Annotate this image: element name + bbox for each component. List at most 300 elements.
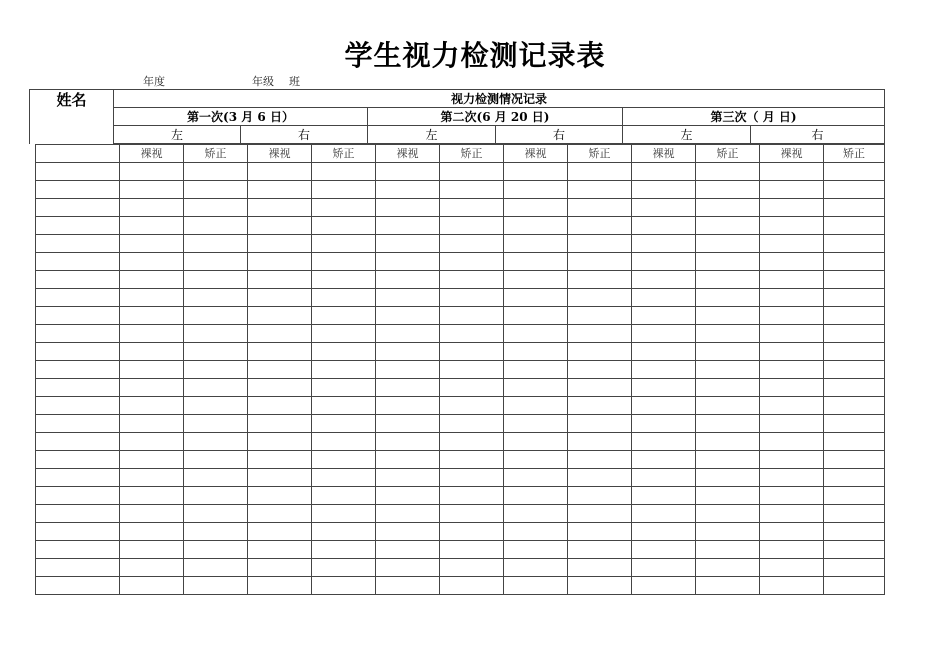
- student-name-cell[interactable]: [36, 433, 120, 451]
- vision-value-cell[interactable]: [184, 253, 248, 271]
- vision-value-cell[interactable]: [120, 397, 184, 415]
- vision-value-cell[interactable]: [504, 541, 568, 559]
- vision-value-cell[interactable]: [696, 559, 760, 577]
- vision-value-cell[interactable]: [632, 199, 696, 217]
- vision-value-cell[interactable]: [440, 217, 504, 235]
- vision-value-cell[interactable]: [824, 343, 885, 361]
- vision-value-cell[interactable]: [440, 271, 504, 289]
- vision-value-cell[interactable]: [248, 559, 312, 577]
- vision-value-cell[interactable]: [632, 559, 696, 577]
- vision-value-cell[interactable]: [120, 577, 184, 595]
- student-name-cell[interactable]: [36, 199, 120, 217]
- vision-value-cell[interactable]: [312, 163, 376, 181]
- vision-value-cell[interactable]: [696, 199, 760, 217]
- vision-value-cell[interactable]: [824, 181, 885, 199]
- vision-value-cell[interactable]: [824, 361, 885, 379]
- vision-value-cell[interactable]: [632, 217, 696, 235]
- vision-value-cell[interactable]: [824, 415, 885, 433]
- vision-value-cell[interactable]: [568, 523, 632, 541]
- student-name-cell[interactable]: [36, 559, 120, 577]
- vision-value-cell[interactable]: [696, 397, 760, 415]
- vision-value-cell[interactable]: [632, 235, 696, 253]
- vision-value-cell[interactable]: [376, 271, 440, 289]
- vision-value-cell[interactable]: [696, 289, 760, 307]
- vision-value-cell[interactable]: [440, 433, 504, 451]
- vision-value-cell[interactable]: [184, 199, 248, 217]
- vision-value-cell[interactable]: [824, 577, 885, 595]
- vision-value-cell[interactable]: [696, 163, 760, 181]
- vision-value-cell[interactable]: [760, 451, 824, 469]
- vision-value-cell[interactable]: [504, 271, 568, 289]
- vision-value-cell[interactable]: [824, 559, 885, 577]
- vision-value-cell[interactable]: [120, 217, 184, 235]
- vision-value-cell[interactable]: [760, 577, 824, 595]
- vision-value-cell[interactable]: [120, 325, 184, 343]
- vision-value-cell[interactable]: [824, 235, 885, 253]
- vision-value-cell[interactable]: [824, 523, 885, 541]
- student-name-cell[interactable]: [36, 379, 120, 397]
- vision-value-cell[interactable]: [632, 343, 696, 361]
- vision-value-cell[interactable]: [120, 415, 184, 433]
- vision-value-cell[interactable]: [440, 523, 504, 541]
- vision-value-cell[interactable]: [184, 487, 248, 505]
- vision-value-cell[interactable]: [312, 361, 376, 379]
- vision-value-cell[interactable]: [568, 235, 632, 253]
- vision-value-cell[interactable]: [824, 199, 885, 217]
- vision-value-cell[interactable]: [696, 343, 760, 361]
- vision-value-cell[interactable]: [568, 325, 632, 343]
- vision-value-cell[interactable]: [760, 559, 824, 577]
- vision-value-cell[interactable]: [376, 379, 440, 397]
- vision-value-cell[interactable]: [440, 469, 504, 487]
- vision-value-cell[interactable]: [696, 415, 760, 433]
- vision-value-cell[interactable]: [440, 379, 504, 397]
- vision-value-cell[interactable]: [248, 469, 312, 487]
- vision-value-cell[interactable]: [632, 271, 696, 289]
- vision-value-cell[interactable]: [760, 361, 824, 379]
- vision-value-cell[interactable]: [568, 199, 632, 217]
- vision-value-cell[interactable]: [440, 253, 504, 271]
- student-name-cell[interactable]: [36, 415, 120, 433]
- vision-value-cell[interactable]: [760, 163, 824, 181]
- vision-value-cell[interactable]: [760, 379, 824, 397]
- vision-value-cell[interactable]: [504, 397, 568, 415]
- vision-value-cell[interactable]: [504, 505, 568, 523]
- vision-value-cell[interactable]: [504, 451, 568, 469]
- student-name-cell[interactable]: [36, 361, 120, 379]
- student-name-cell[interactable]: [36, 325, 120, 343]
- vision-value-cell[interactable]: [760, 469, 824, 487]
- vision-value-cell[interactable]: [440, 325, 504, 343]
- vision-value-cell[interactable]: [760, 433, 824, 451]
- vision-value-cell[interactable]: [184, 289, 248, 307]
- vision-value-cell[interactable]: [248, 433, 312, 451]
- vision-value-cell[interactable]: [184, 307, 248, 325]
- vision-value-cell[interactable]: [632, 577, 696, 595]
- vision-value-cell[interactable]: [376, 433, 440, 451]
- vision-value-cell[interactable]: [440, 163, 504, 181]
- vision-value-cell[interactable]: [824, 325, 885, 343]
- vision-value-cell[interactable]: [824, 271, 885, 289]
- vision-value-cell[interactable]: [312, 271, 376, 289]
- vision-value-cell[interactable]: [248, 181, 312, 199]
- vision-value-cell[interactable]: [632, 541, 696, 559]
- vision-value-cell[interactable]: [568, 577, 632, 595]
- vision-value-cell[interactable]: [824, 433, 885, 451]
- vision-value-cell[interactable]: [440, 397, 504, 415]
- vision-value-cell[interactable]: [376, 577, 440, 595]
- vision-value-cell[interactable]: [568, 415, 632, 433]
- vision-value-cell[interactable]: [824, 379, 885, 397]
- vision-value-cell[interactable]: [376, 235, 440, 253]
- vision-value-cell[interactable]: [696, 181, 760, 199]
- vision-value-cell[interactable]: [632, 325, 696, 343]
- vision-value-cell[interactable]: [760, 235, 824, 253]
- vision-value-cell[interactable]: [376, 307, 440, 325]
- vision-value-cell[interactable]: [440, 199, 504, 217]
- vision-value-cell[interactable]: [312, 559, 376, 577]
- vision-value-cell[interactable]: [120, 361, 184, 379]
- vision-value-cell[interactable]: [312, 199, 376, 217]
- vision-value-cell[interactable]: [376, 343, 440, 361]
- vision-value-cell[interactable]: [696, 361, 760, 379]
- vision-value-cell[interactable]: [568, 451, 632, 469]
- vision-value-cell[interactable]: [184, 505, 248, 523]
- vision-value-cell[interactable]: [504, 217, 568, 235]
- vision-value-cell[interactable]: [440, 541, 504, 559]
- vision-value-cell[interactable]: [760, 541, 824, 559]
- vision-value-cell[interactable]: [312, 451, 376, 469]
- student-name-cell[interactable]: [36, 181, 120, 199]
- vision-value-cell[interactable]: [504, 361, 568, 379]
- vision-value-cell[interactable]: [120, 307, 184, 325]
- vision-value-cell[interactable]: [248, 289, 312, 307]
- student-name-cell[interactable]: [36, 289, 120, 307]
- vision-value-cell[interactable]: [824, 307, 885, 325]
- vision-value-cell[interactable]: [248, 307, 312, 325]
- vision-value-cell[interactable]: [504, 523, 568, 541]
- vision-value-cell[interactable]: [312, 217, 376, 235]
- vision-value-cell[interactable]: [824, 253, 885, 271]
- vision-value-cell[interactable]: [184, 397, 248, 415]
- vision-value-cell[interactable]: [376, 469, 440, 487]
- vision-value-cell[interactable]: [568, 379, 632, 397]
- vision-value-cell[interactable]: [440, 289, 504, 307]
- vision-value-cell[interactable]: [312, 469, 376, 487]
- vision-value-cell[interactable]: [248, 577, 312, 595]
- vision-value-cell[interactable]: [568, 397, 632, 415]
- vision-value-cell[interactable]: [376, 217, 440, 235]
- vision-value-cell[interactable]: [184, 433, 248, 451]
- vision-value-cell[interactable]: [440, 235, 504, 253]
- vision-value-cell[interactable]: [120, 253, 184, 271]
- vision-value-cell[interactable]: [568, 181, 632, 199]
- vision-value-cell[interactable]: [312, 505, 376, 523]
- student-name-cell[interactable]: [36, 451, 120, 469]
- student-name-cell[interactable]: [36, 271, 120, 289]
- vision-value-cell[interactable]: [504, 163, 568, 181]
- student-name-cell[interactable]: [36, 505, 120, 523]
- vision-value-cell[interactable]: [376, 541, 440, 559]
- vision-value-cell[interactable]: [312, 541, 376, 559]
- student-name-cell[interactable]: [36, 523, 120, 541]
- student-name-cell[interactable]: [36, 577, 120, 595]
- vision-value-cell[interactable]: [120, 199, 184, 217]
- vision-value-cell[interactable]: [120, 235, 184, 253]
- vision-value-cell[interactable]: [504, 577, 568, 595]
- vision-value-cell[interactable]: [696, 235, 760, 253]
- vision-value-cell[interactable]: [632, 505, 696, 523]
- vision-value-cell[interactable]: [120, 163, 184, 181]
- vision-value-cell[interactable]: [184, 541, 248, 559]
- vision-value-cell[interactable]: [312, 415, 376, 433]
- vision-value-cell[interactable]: [376, 163, 440, 181]
- vision-value-cell[interactable]: [248, 271, 312, 289]
- vision-value-cell[interactable]: [312, 397, 376, 415]
- vision-value-cell[interactable]: [120, 505, 184, 523]
- vision-value-cell[interactable]: [760, 415, 824, 433]
- vision-value-cell[interactable]: [376, 451, 440, 469]
- vision-value-cell[interactable]: [760, 487, 824, 505]
- vision-value-cell[interactable]: [504, 199, 568, 217]
- vision-value-cell[interactable]: [184, 325, 248, 343]
- vision-value-cell[interactable]: [632, 415, 696, 433]
- vision-value-cell[interactable]: [184, 577, 248, 595]
- vision-value-cell[interactable]: [568, 361, 632, 379]
- vision-value-cell[interactable]: [504, 343, 568, 361]
- vision-value-cell[interactable]: [824, 289, 885, 307]
- vision-value-cell[interactable]: [376, 415, 440, 433]
- vision-value-cell[interactable]: [376, 199, 440, 217]
- vision-value-cell[interactable]: [120, 523, 184, 541]
- vision-value-cell[interactable]: [184, 271, 248, 289]
- vision-value-cell[interactable]: [120, 343, 184, 361]
- vision-value-cell[interactable]: [440, 181, 504, 199]
- vision-value-cell[interactable]: [824, 505, 885, 523]
- student-name-cell[interactable]: [36, 469, 120, 487]
- vision-value-cell[interactable]: [824, 163, 885, 181]
- vision-value-cell[interactable]: [248, 487, 312, 505]
- vision-value-cell[interactable]: [696, 325, 760, 343]
- vision-value-cell[interactable]: [312, 325, 376, 343]
- vision-value-cell[interactable]: [312, 253, 376, 271]
- vision-value-cell[interactable]: [632, 433, 696, 451]
- vision-value-cell[interactable]: [568, 559, 632, 577]
- vision-value-cell[interactable]: [632, 181, 696, 199]
- vision-value-cell[interactable]: [248, 541, 312, 559]
- vision-value-cell[interactable]: [632, 487, 696, 505]
- student-name-cell[interactable]: [36, 253, 120, 271]
- vision-value-cell[interactable]: [504, 235, 568, 253]
- vision-value-cell[interactable]: [504, 325, 568, 343]
- vision-value-cell[interactable]: [568, 289, 632, 307]
- vision-value-cell[interactable]: [248, 505, 312, 523]
- vision-value-cell[interactable]: [632, 379, 696, 397]
- vision-value-cell[interactable]: [376, 505, 440, 523]
- vision-value-cell[interactable]: [568, 433, 632, 451]
- vision-value-cell[interactable]: [632, 253, 696, 271]
- vision-value-cell[interactable]: [632, 469, 696, 487]
- vision-value-cell[interactable]: [824, 487, 885, 505]
- vision-value-cell[interactable]: [504, 307, 568, 325]
- vision-value-cell[interactable]: [632, 361, 696, 379]
- vision-value-cell[interactable]: [696, 271, 760, 289]
- student-name-cell[interactable]: [36, 343, 120, 361]
- vision-value-cell[interactable]: [120, 559, 184, 577]
- vision-value-cell[interactable]: [248, 397, 312, 415]
- vision-value-cell[interactable]: [824, 469, 885, 487]
- vision-value-cell[interactable]: [376, 289, 440, 307]
- vision-value-cell[interactable]: [248, 163, 312, 181]
- vision-value-cell[interactable]: [248, 325, 312, 343]
- vision-value-cell[interactable]: [248, 253, 312, 271]
- vision-value-cell[interactable]: [248, 217, 312, 235]
- vision-value-cell[interactable]: [568, 505, 632, 523]
- vision-value-cell[interactable]: [120, 451, 184, 469]
- vision-value-cell[interactable]: [120, 271, 184, 289]
- vision-value-cell[interactable]: [504, 253, 568, 271]
- vision-value-cell[interactable]: [312, 523, 376, 541]
- vision-value-cell[interactable]: [760, 253, 824, 271]
- vision-value-cell[interactable]: [120, 541, 184, 559]
- vision-value-cell[interactable]: [632, 523, 696, 541]
- vision-value-cell[interactable]: [376, 361, 440, 379]
- vision-value-cell[interactable]: [504, 469, 568, 487]
- vision-value-cell[interactable]: [440, 415, 504, 433]
- vision-value-cell[interactable]: [248, 523, 312, 541]
- vision-value-cell[interactable]: [760, 343, 824, 361]
- vision-value-cell[interactable]: [696, 487, 760, 505]
- vision-value-cell[interactable]: [824, 217, 885, 235]
- vision-value-cell[interactable]: [760, 199, 824, 217]
- vision-value-cell[interactable]: [760, 307, 824, 325]
- vision-value-cell[interactable]: [312, 181, 376, 199]
- vision-value-cell[interactable]: [632, 289, 696, 307]
- vision-value-cell[interactable]: [760, 271, 824, 289]
- vision-value-cell[interactable]: [248, 451, 312, 469]
- vision-value-cell[interactable]: [760, 325, 824, 343]
- vision-value-cell[interactable]: [504, 289, 568, 307]
- vision-value-cell[interactable]: [120, 487, 184, 505]
- vision-value-cell[interactable]: [824, 451, 885, 469]
- vision-value-cell[interactable]: [568, 469, 632, 487]
- vision-value-cell[interactable]: [696, 505, 760, 523]
- vision-value-cell[interactable]: [184, 559, 248, 577]
- vision-value-cell[interactable]: [120, 379, 184, 397]
- vision-value-cell[interactable]: [504, 487, 568, 505]
- vision-value-cell[interactable]: [312, 487, 376, 505]
- vision-value-cell[interactable]: [568, 343, 632, 361]
- vision-value-cell[interactable]: [696, 253, 760, 271]
- vision-value-cell[interactable]: [760, 505, 824, 523]
- vision-value-cell[interactable]: [760, 289, 824, 307]
- vision-value-cell[interactable]: [696, 307, 760, 325]
- vision-value-cell[interactable]: [312, 307, 376, 325]
- vision-value-cell[interactable]: [696, 217, 760, 235]
- student-name-cell[interactable]: [36, 307, 120, 325]
- vision-value-cell[interactable]: [120, 181, 184, 199]
- vision-value-cell[interactable]: [184, 379, 248, 397]
- vision-value-cell[interactable]: [440, 487, 504, 505]
- vision-value-cell[interactable]: [696, 469, 760, 487]
- vision-value-cell[interactable]: [184, 523, 248, 541]
- vision-value-cell[interactable]: [568, 487, 632, 505]
- vision-value-cell[interactable]: [440, 343, 504, 361]
- vision-value-cell[interactable]: [376, 325, 440, 343]
- vision-value-cell[interactable]: [824, 541, 885, 559]
- vision-value-cell[interactable]: [376, 253, 440, 271]
- vision-value-cell[interactable]: [376, 487, 440, 505]
- vision-value-cell[interactable]: [632, 397, 696, 415]
- vision-value-cell[interactable]: [120, 433, 184, 451]
- vision-value-cell[interactable]: [696, 523, 760, 541]
- vision-value-cell[interactable]: [248, 343, 312, 361]
- vision-value-cell[interactable]: [696, 577, 760, 595]
- vision-value-cell[interactable]: [504, 181, 568, 199]
- vision-value-cell[interactable]: [184, 217, 248, 235]
- vision-value-cell[interactable]: [184, 415, 248, 433]
- vision-value-cell[interactable]: [568, 307, 632, 325]
- vision-value-cell[interactable]: [760, 523, 824, 541]
- vision-value-cell[interactable]: [824, 397, 885, 415]
- vision-value-cell[interactable]: [440, 451, 504, 469]
- vision-value-cell[interactable]: [184, 343, 248, 361]
- vision-value-cell[interactable]: [184, 451, 248, 469]
- vision-value-cell[interactable]: [120, 289, 184, 307]
- vision-value-cell[interactable]: [312, 235, 376, 253]
- vision-value-cell[interactable]: [376, 523, 440, 541]
- vision-value-cell[interactable]: [248, 415, 312, 433]
- vision-value-cell[interactable]: [440, 505, 504, 523]
- vision-value-cell[interactable]: [568, 541, 632, 559]
- vision-value-cell[interactable]: [504, 379, 568, 397]
- vision-value-cell[interactable]: [696, 379, 760, 397]
- vision-value-cell[interactable]: [568, 163, 632, 181]
- vision-value-cell[interactable]: [312, 289, 376, 307]
- vision-value-cell[interactable]: [696, 451, 760, 469]
- vision-value-cell[interactable]: [184, 163, 248, 181]
- vision-value-cell[interactable]: [312, 379, 376, 397]
- vision-value-cell[interactable]: [376, 181, 440, 199]
- student-name-cell[interactable]: [36, 217, 120, 235]
- vision-value-cell[interactable]: [440, 577, 504, 595]
- vision-value-cell[interactable]: [248, 361, 312, 379]
- vision-value-cell[interactable]: [248, 199, 312, 217]
- vision-value-cell[interactable]: [312, 343, 376, 361]
- student-name-cell[interactable]: [36, 397, 120, 415]
- vision-value-cell[interactable]: [760, 217, 824, 235]
- vision-value-cell[interactable]: [440, 361, 504, 379]
- vision-value-cell[interactable]: [184, 361, 248, 379]
- vision-value-cell[interactable]: [568, 253, 632, 271]
- vision-value-cell[interactable]: [632, 163, 696, 181]
- vision-value-cell[interactable]: [760, 397, 824, 415]
- vision-value-cell[interactable]: [312, 433, 376, 451]
- student-name-cell[interactable]: [36, 163, 120, 181]
- vision-value-cell[interactable]: [248, 235, 312, 253]
- vision-value-cell[interactable]: [568, 217, 632, 235]
- vision-value-cell[interactable]: [184, 181, 248, 199]
- student-name-cell[interactable]: [36, 487, 120, 505]
- vision-value-cell[interactable]: [184, 235, 248, 253]
- vision-value-cell[interactable]: [120, 469, 184, 487]
- vision-value-cell[interactable]: [440, 307, 504, 325]
- vision-value-cell[interactable]: [504, 415, 568, 433]
- student-name-cell[interactable]: [36, 235, 120, 253]
- vision-value-cell[interactable]: [504, 433, 568, 451]
- vision-value-cell[interactable]: [632, 451, 696, 469]
- vision-value-cell[interactable]: [696, 541, 760, 559]
